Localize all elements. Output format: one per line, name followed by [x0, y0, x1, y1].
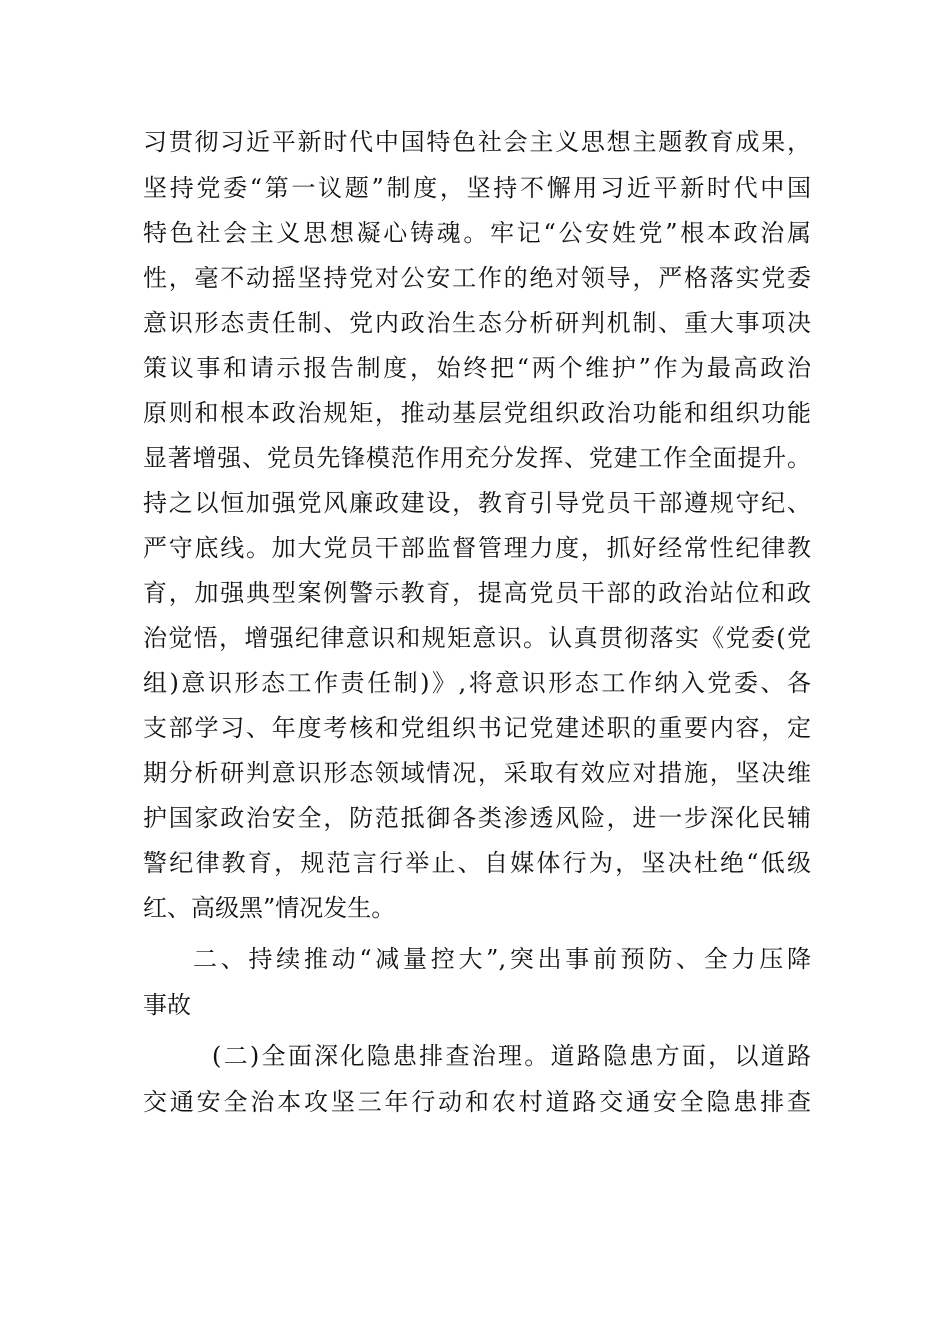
paragraph-line: 意识形态责任制、党内政治生态分析研判机制、重大事项决	[143, 309, 811, 337]
paragraph-line: 支部学习、年度考核和党组织书记党建述职的重要内容，定	[143, 714, 811, 742]
subsection-line: (二)全面深化隐患排查治理。道路隐患方面，以道路	[212, 1042, 811, 1070]
paragraph-line: 护国家政治安全，防范抵御各类渗透风险，进一步深化民辅	[143, 804, 811, 832]
subsection-line: 交通安全治本攻坚三年行动和农村道路交通安全隐患排查	[143, 1088, 811, 1116]
paragraph-line: 红、高级黑”情况发生。	[143, 894, 396, 922]
paragraph-line: 组)意识形态工作责任制)》,将意识形态工作纳入党委、各	[143, 669, 811, 697]
paragraph-line: 治觉悟，增强纪律意识和规矩意识。认真贯彻落实《党委(党	[143, 624, 811, 652]
paragraph-line: 显著增强、党员先锋模范作用充分发挥、党建工作全面提升。	[143, 444, 811, 472]
paragraph-line: 育，加强典型案例警示教育，提高党员干部的政治站位和政	[143, 579, 811, 607]
paragraph-line: 持之以恒加强党风廉政建设，教育引导党员干部遵规守纪、	[143, 489, 811, 517]
section-heading-continuation: 事故	[143, 991, 191, 1019]
paragraph-line: 坚持党委“第一议题”制度，坚持不懈用习近平新时代中国	[143, 174, 811, 202]
paragraph-line: 严守底线。加大党员干部监督管理力度，抓好经常性纪律教	[143, 534, 811, 562]
paragraph-line: 性，毫不动摇坚持党对公安工作的绝对领导，严格落实党委	[143, 264, 811, 292]
paragraph-line: 特色社会主义思想凝心铸魂。牢记“公安姓党”根本政治属	[143, 219, 811, 247]
paragraph-line: 期分析研判意识形态领域情况，采取有效应对措施，坚决维	[143, 759, 811, 787]
paragraph-line: 策议事和请示报告制度，始终把“两个维护”作为最高政治	[143, 354, 811, 382]
paragraph-line: 警纪律教育，规范言行举止、自媒体行为，坚决杜绝“低级	[143, 849, 811, 877]
paragraph-line: 原则和根本政治规矩，推动基层党组织政治功能和组织功能	[143, 399, 811, 427]
section-heading: 二、持续推动“减量控大”,突出事前预防、全力压降	[193, 945, 811, 973]
paragraph-line: 习贯彻习近平新时代中国特色社会主义思想主题教育成果，	[143, 128, 811, 156]
